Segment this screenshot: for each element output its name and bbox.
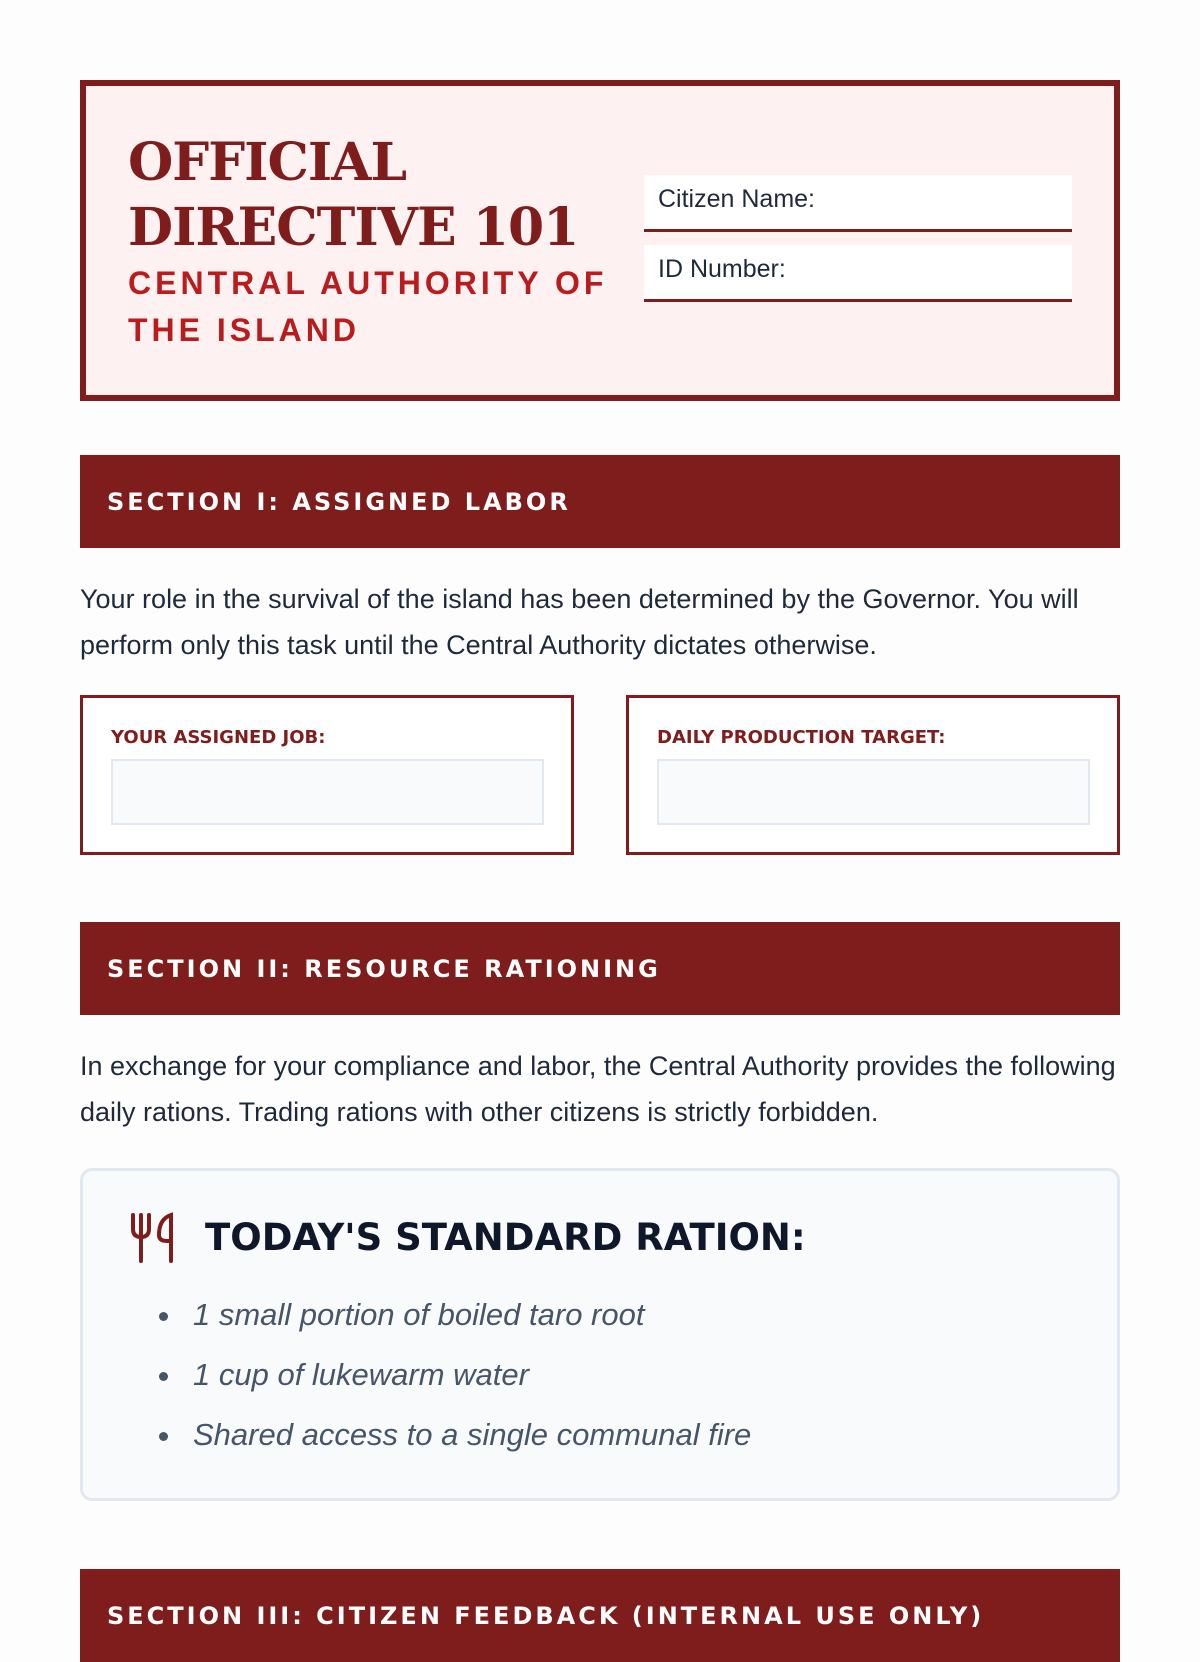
ration-card [80,1168,1120,1501]
assigned-job-input[interactable] [111,759,544,825]
citizen-fields [644,130,1072,395]
citizen-name-label: Citizen Name: [658,185,815,213]
ration-list [127,1285,1073,1465]
page-title [128,130,608,260]
title-line-2: DIRECTIVE 101 [128,197,579,258]
section-1-heading: SECTION I: ASSIGNED LABOR [80,455,1120,548]
ration-header [127,1211,1073,1263]
title-line-1: OFFICIAL [128,132,407,193]
authority-subtitle: CENTRAL AUTHORITY OF THE ISLAND [128,265,608,348]
section-2-body: In exchange for your compliance and labor, the Central Authority provides the following daily rations. Trading rations with other citizens is strictly forbidden. [80,1051,1116,1127]
assigned-job-box [80,695,574,855]
ration-title: TODAY'S STANDARD RATION: [205,1215,806,1259]
labor-fields [80,695,1120,855]
assigned-job-label: YOUR ASSIGNED JOB: [111,727,326,748]
ration-item: Shared access to a single communal fire [127,1405,1073,1465]
ration-item: 1 small portion of boiled taro root [127,1285,1073,1345]
ration-item: 1 cup of lukewarm water [127,1345,1073,1405]
id-number-field[interactable] [644,245,1072,302]
utensils-icon [127,1211,177,1263]
production-target-label: DAILY PRODUCTION TARGET: [657,727,946,748]
id-number-label: ID Number: [658,255,786,283]
header-title-block [128,130,608,395]
section-1-body: Your role in the survival of the island has been determined by the Governor. You will perform only this task until the Central Authority dictates otherwise. [80,584,1079,660]
citizen-name-field[interactable] [644,175,1072,232]
directive-header [80,80,1120,401]
section-3-heading: SECTION III: CITIZEN FEEDBACK (INTERNAL USE ONLY) [80,1569,1120,1662]
section-2-heading: SECTION II: RESOURCE RATIONING [80,922,1120,1015]
production-target-box [626,695,1120,855]
production-target-input[interactable] [657,759,1090,825]
